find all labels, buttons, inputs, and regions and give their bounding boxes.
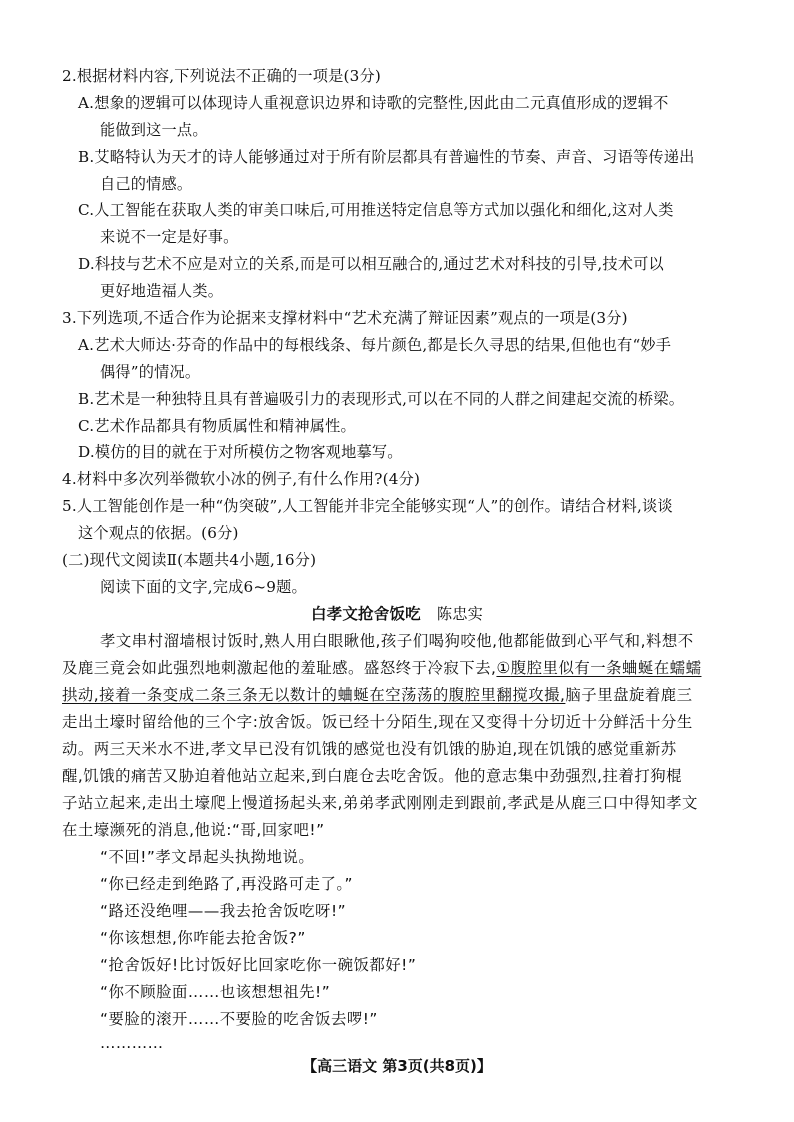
dialogue-line-6: “你不顾脸面……也该想想祖先!” bbox=[100, 983, 331, 1001]
underlined-text-part1: 腹腔里似有一条蛐蜒在蠕蠕 bbox=[510, 659, 702, 677]
dialogue-line-5: “抢舍饭好!比讨饭好比回家吃你一碗饭都好!” bbox=[100, 956, 417, 974]
q2-option-a-line2: 能做到这一点。 bbox=[100, 121, 208, 139]
q3-option-a-line2: 偶得”的情况。 bbox=[100, 363, 201, 381]
underlined-text-part2: 拱动,接着一条变成二条三条无以数计的蛐蜒在空荡荡的腹腔里翻搅攻撮, bbox=[62, 686, 566, 704]
q2-option-c-line1: C.人工智能在获取人类的审美口味后,可用推送特定信息等方式加以强化和细化,这对人类 bbox=[78, 201, 674, 219]
passage-line-6: 醒,饥饿的痛苦又胁迫着他站立起来,到白鹿仓去吃舍饭。他的意志集中劲强烈,拄着打狗棍 bbox=[62, 767, 683, 785]
passage-line-2 bbox=[62, 658, 701, 678]
q3-option-b: B.艺术是一种独特且具有普遍吸引力的表现形式,可以在不同的人群之间建起交流的桥梁。 bbox=[78, 390, 685, 408]
q3-option-c: C.艺术作品都具有物质属性和精神属性。 bbox=[78, 417, 356, 435]
q2-option-c-line2: 来说不一定是好事。 bbox=[100, 228, 239, 246]
q3-stem: 3.下列选项,不适合作为论据来支撑材料中“艺术充满了辩证因素”观点的一项是(3分) bbox=[62, 309, 628, 327]
passage-line-2-text: 及鹿三竟会如此强烈地刺激起他的羞耻感。盛怒终于冷寂下去, bbox=[62, 659, 497, 677]
dialogue-line-7: “要脸的滚开……不要脸的吃舍饭去啰!” bbox=[100, 1010, 378, 1028]
q2-option-b-line2: 自己的情感。 bbox=[100, 175, 193, 193]
q5-stem-line1: 5.人工智能创作是一种“伪突破”,人工智能并非完全能够实现“人”的创作。请结合材料,谈谈 bbox=[62, 497, 673, 515]
dialogue-line-1: “不回!”孝文昂起头执拗地说。 bbox=[100, 848, 315, 866]
ellipsis-line: ………… bbox=[100, 1034, 164, 1052]
passage-line-8: 在土壕濒死的消息,他说:“哥,回家吧!” bbox=[62, 821, 325, 839]
passage-line-1: 孝文串村溜墙根讨饭时,熟人用白眼瞅他,孩子们喝狗咬他,他都能做到心平气和,料想不 bbox=[100, 632, 694, 650]
passage-author: 陈忠实 bbox=[436, 605, 484, 623]
passage-title-row bbox=[0, 604, 794, 624]
dialogue-line-3: “路还没绝哩——我去抢舍饭吃呀!” bbox=[100, 902, 347, 920]
section-instruction: 阅读下面的文字,完成6~9题。 bbox=[100, 578, 307, 596]
q4-stem: 4.材料中多次列举微软小冰的例子,有什么作用?(4分) bbox=[62, 470, 421, 488]
underlined-sentence-1-start bbox=[496, 659, 701, 677]
section-heading: (二)现代文阅读Ⅱ(本题共4小题,16分) bbox=[62, 551, 317, 569]
passage-line-3 bbox=[62, 685, 693, 705]
sentence-marker-1: ① bbox=[496, 659, 511, 677]
q2-option-a-line1: A.想象的逻辑可以体现诗人重视意识边界和诗歌的完整性,因此由二元真值形成的逻辑不 bbox=[78, 94, 669, 112]
q2-option-d-line1: D.科技与艺术不应是对立的关系,而是可以相互融合的,通过艺术对科技的引导,技术可以 bbox=[78, 255, 664, 273]
q2-option-b-line1: B.艾略特认为天才的诗人能够通过对于所有阶层都具有普遍性的节奏、声音、习语等传递出 bbox=[78, 148, 695, 166]
page-footer: 【高三语文 第3页(共8页)】 bbox=[302, 1057, 492, 1075]
dialogue-line-2: “你已经走到绝路了,再没路可走了。” bbox=[100, 875, 353, 893]
passage-line-3-text: 脑子里盘旋着鹿三 bbox=[565, 686, 693, 704]
q2-option-d-line2: 更好地造福人类。 bbox=[100, 282, 224, 300]
passage-line-7: 子站立起来,走出土壕爬上慢道扬起头来,弟弟孝武刚刚走到跟前,孝武是从鹿三口中得知孝文 bbox=[62, 794, 698, 812]
passage-title: 白孝文抢舍饭吃 bbox=[310, 605, 421, 623]
dialogue-line-4: “你该想想,你咋能去抢舍饭?” bbox=[100, 929, 306, 947]
q5-stem-line2: 这个观点的依据。(6分) bbox=[78, 524, 239, 542]
passage-line-4: 走出土壕时留给他的三个字:放舍饭。饭已经十分陌生,现在又变得十分切近十分鲜活十分生 bbox=[62, 713, 693, 731]
q3-option-d: D.模仿的目的就在于对所模仿之物客观地摹写。 bbox=[78, 443, 403, 461]
passage-line-5: 动。两三天米水不进,孝文早已没有饥饿的感觉也没有饥饿的胁迫,现在饥饿的感觉重新苏 bbox=[62, 740, 677, 758]
q2-stem: 2.根据材料内容,下列说法不正确的一项是(3分) bbox=[62, 67, 382, 85]
q3-option-a-line1: A.艺术大师达·芬奇的作品中的每根线条、每片颜色,都是长久寻思的结果,但他也有“妙手 bbox=[78, 336, 672, 354]
